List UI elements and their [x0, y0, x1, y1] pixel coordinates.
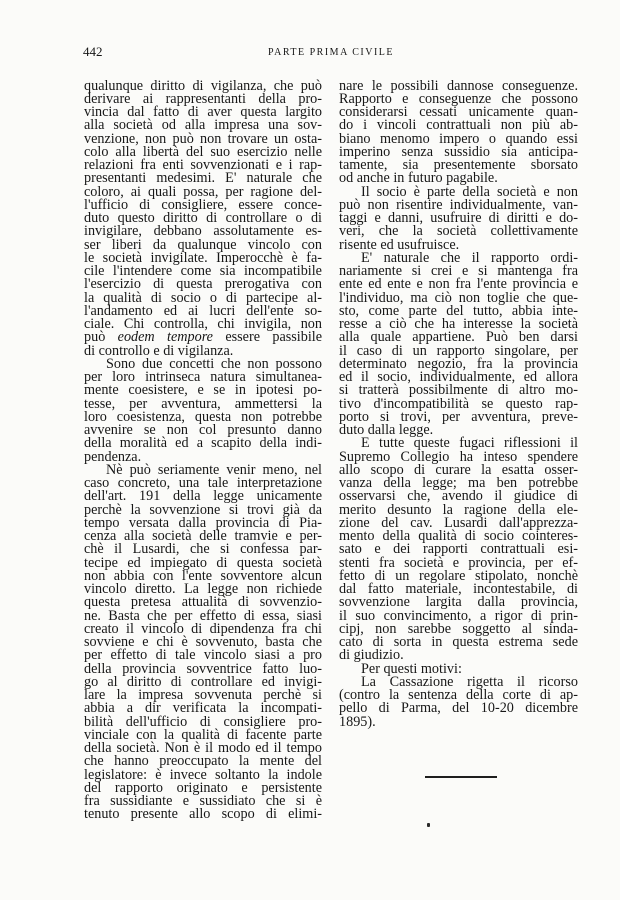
text-line: fetto di un regolare stipolato, nonchè: [339, 567, 578, 584]
text-line: E tutte queste fugaci riflessioni il: [361, 435, 578, 452]
text-line: chè il Lusardi, che si confessa par-: [84, 541, 322, 558]
text-segment: può: [84, 329, 118, 346]
text-line: legislatore: è invece soltanto la indole: [84, 766, 322, 783]
text-line: vanza della legge; ma ben potrebbe: [339, 475, 578, 491]
text-line: vincia dal fatto di aver questa largito: [84, 104, 322, 120]
text-line: derivare ai rappresentanti della pro-: [84, 90, 322, 107]
text-line: perchè la sovvenzione si trovi già da: [84, 501, 322, 518]
text-line: Sono due concetti che non possono: [106, 355, 322, 372]
text-line: ente ed ente e non fra l'ente provincia e: [339, 276, 578, 293]
left-column: [84, 77, 322, 823]
text-line: resse a ciò che ha interesse la società: [339, 316, 578, 332]
text-line: fra sussidiante e sussidiato che si è: [84, 793, 322, 809]
ink-speck: [427, 823, 430, 827]
text-line: di giudizio.: [339, 647, 404, 664]
text-line: questa pretesa attualità di sovvenzio-: [84, 594, 322, 611]
text-line: duto dalla legge.: [339, 422, 434, 438]
text-line: do i vincoli contrattuali non più ab-: [339, 117, 578, 134]
text-line: presentanti medesimi. E' naturale che: [84, 170, 322, 187]
text-line: ciale. Chi controlla, chi invigila, non: [84, 316, 322, 332]
text-line: ser liberi da qualunque vincolo con: [84, 236, 322, 253]
text-line: vincolo diretto. La legge non richiede: [84, 581, 322, 597]
text-line: bilità dell'ufficio di consigliere pro-: [84, 713, 322, 730]
text-line: cato di sorta in questa estrema sede: [339, 634, 578, 650]
text-line: go al diritto di controllare ed invigi-: [84, 673, 322, 690]
text-line: del rapporto originato e persistente: [84, 779, 322, 796]
text-line: tenuto presente allo scopo di elimi-: [84, 806, 322, 823]
text-line: Per questi motivi:: [361, 660, 462, 677]
text-line: ed il socio, individualmente, ed allora: [339, 369, 578, 385]
text-line: per effetto di tale vincolo siasi a pro: [84, 647, 322, 664]
text-line: invigilare, debbano assolutamente es-: [84, 223, 322, 240]
text-line: sovvenzione largita dalla provincia,: [339, 594, 578, 611]
text-line: E' naturale che il rapporto ordi-: [361, 249, 578, 266]
text-line: cile l'intendere come sia incompatibile: [84, 263, 322, 279]
text-line: lare la impresa sovvenuta perchè si: [84, 687, 322, 703]
text-line: risente ed usufruisce.: [339, 236, 460, 253]
paragraph: [339, 437, 578, 662]
text-line: Nè può seriamente venir meno, nel: [106, 461, 322, 478]
text-line: tecipe ed impiegato di questa società: [84, 554, 322, 571]
text-line: cipj, non sarebbe soggetto al sinda-: [339, 620, 578, 637]
text-line: pendenza.: [84, 448, 142, 465]
text-line: si tratterà possibilmente di altro mo-: [339, 382, 578, 399]
paragraph: [84, 461, 322, 823]
text-line: caso concreto, una tale interpretazione: [84, 475, 322, 491]
text-line: l'andamento ed ai lucri dell'ente so-: [84, 302, 322, 319]
closing-rule: [425, 776, 497, 778]
text-line: sato e dei rapporti contrattuali esi-: [339, 541, 578, 558]
text-line: creato il vincolo di dipendenza fra chi: [84, 620, 322, 637]
text-line: od anche in futuro pagabile.: [339, 170, 498, 187]
text-line: vinciale con la qualità di facente parte: [84, 726, 322, 743]
text-line: coloro, ai quali possa, per ragione del-: [84, 183, 322, 200]
text-line: per loro intrinseca natura simultanea-: [84, 369, 322, 385]
text-line: l'individuo, ma ciò non toglie che que-: [339, 289, 578, 306]
paragraph: [339, 77, 578, 187]
text-line: colo alla libertà del suo esercizio nelle: [84, 143, 322, 160]
text-line: determinato negozio, fra la provincia: [339, 355, 578, 372]
text-line: osservarsi che, avendo il giudice di: [339, 488, 578, 505]
text-line: la qualità di socio o di partecipe al-: [84, 289, 322, 306]
text-line: relazioni fra enti sovvenzionati e i rap-: [84, 157, 322, 173]
italic-phrase: eodem tempore: [117, 329, 213, 346]
text-line: allo scopo di curare la esatta osser-: [339, 461, 578, 478]
text-line: ne. Basta che per effetto di essa, siasi: [84, 607, 322, 624]
text-line: della provincia sovventrice fatto luo-: [84, 660, 322, 677]
text-line: Il socio è parte della società e non: [361, 183, 578, 200]
paragraph: [339, 673, 578, 730]
text-line: di controllo e di vigilanza.: [84, 342, 234, 359]
text-line: veri, che la società collettivamente: [339, 223, 578, 240]
text-line: qualunque diritto di vigilanza, che può: [84, 77, 322, 94]
text-line: il suo convincimento, a rigor di prin-: [339, 607, 578, 624]
text-line: venzione, non può non trovare un osta-: [84, 130, 322, 147]
text-line: l'esercizio di questa prerogativa con: [84, 276, 322, 293]
text-line: l'ufficio di consigliere, essere conce-: [84, 196, 322, 213]
text-line: dell'art. 191 della legge unicamente: [84, 488, 322, 505]
paragraph: [339, 183, 578, 253]
text-line: mente coesistere, e se in ipotesi po-: [84, 382, 322, 399]
text-line: nariamente si crei e si mantenga fra: [339, 263, 578, 279]
text-line: della moralità ed a scapito della indi-: [84, 435, 322, 452]
text-line: imperino senza sussidio sia anticipa-: [339, 143, 578, 160]
right-column: [339, 77, 578, 730]
text-line: zione del cav. Lusardi dall'apprezza-: [339, 514, 578, 531]
text-line: considerarsi cessati unicamente quan-: [339, 104, 578, 120]
text-line: stenti fra società e provincia, per ef-: [339, 554, 578, 571]
text-segment: essere passibile: [212, 329, 322, 346]
text-line: merito desunto la ragione della ele-: [339, 501, 578, 518]
text-line: pello di Parma, del 10-20 dicembre: [339, 700, 578, 717]
text-line: taggi e danni, usufruire di diritti e do-: [339, 210, 578, 226]
text-line: mento della qualità di socio cointeres-: [339, 528, 578, 544]
text-line: nare le possibili dannose conseguenze.: [339, 77, 578, 94]
text-line: che hanno preoccupato la mente del: [84, 753, 322, 770]
text-line: Rapporto e conseguenze che possono: [339, 90, 578, 107]
text-line: 1895).: [339, 713, 376, 730]
text-line: sovviene e chi è sovvenuto, basta che: [84, 634, 322, 650]
paragraph: [84, 355, 322, 465]
text-line: abbia a dir verificata la incompati-: [84, 700, 322, 717]
text-line: può non risentire individualmente, van-: [339, 196, 578, 213]
text-line: duto questo diritto di controllare o di: [84, 210, 322, 226]
text-line: tivo d'incompatibilità se questo rap-: [339, 395, 578, 412]
page-number: 442: [83, 44, 103, 59]
text-line: avvenire se non col presunto danno: [84, 422, 322, 438]
text-line: porto si trovi, per avventura, preve-: [339, 408, 578, 425]
text-line: dal fatto materiale, incontestabile, di: [339, 581, 578, 597]
paragraph: [339, 249, 578, 438]
text-line: le società invigilate. Imperocchè è fa-: [84, 249, 322, 266]
text-line: (contro la sentenza della corte di ap-: [339, 687, 578, 703]
text-line: alla società od alla impresa una sov-: [84, 117, 322, 134]
text-line: tesse, per avventura, ammettersi la: [84, 395, 322, 412]
text-line: Supremo Collegio ha inteso spendere: [339, 448, 578, 465]
text-line: alla quale appartiene. Può ben darsi: [339, 329, 578, 346]
text-line: tempo versata dalla provincia di Pia-: [84, 514, 322, 531]
text-line: biano menomo impero o quando essi: [339, 130, 578, 147]
paragraph: [84, 77, 322, 359]
running-title: PARTE PRIMA CIVILE: [267, 47, 395, 58]
text-line: sto, come parte del tutto, abbia inte-: [339, 302, 578, 319]
text-line: loro coesistenza, questa non potrebbe: [84, 408, 322, 425]
text-line: il caso di un rapporto singolare, per: [339, 342, 578, 359]
text-line: cenza alla società delle tramvie e per-: [84, 528, 322, 544]
text-line: della società. Non è il modo ed il tempo: [84, 740, 322, 756]
text-line: La Cassazione rigetta il ricorso: [361, 673, 578, 690]
text-line: tamente, sia presentemente sborsato: [339, 157, 578, 173]
text-line: non abbia con l'ente sovventore alcun: [84, 567, 322, 584]
